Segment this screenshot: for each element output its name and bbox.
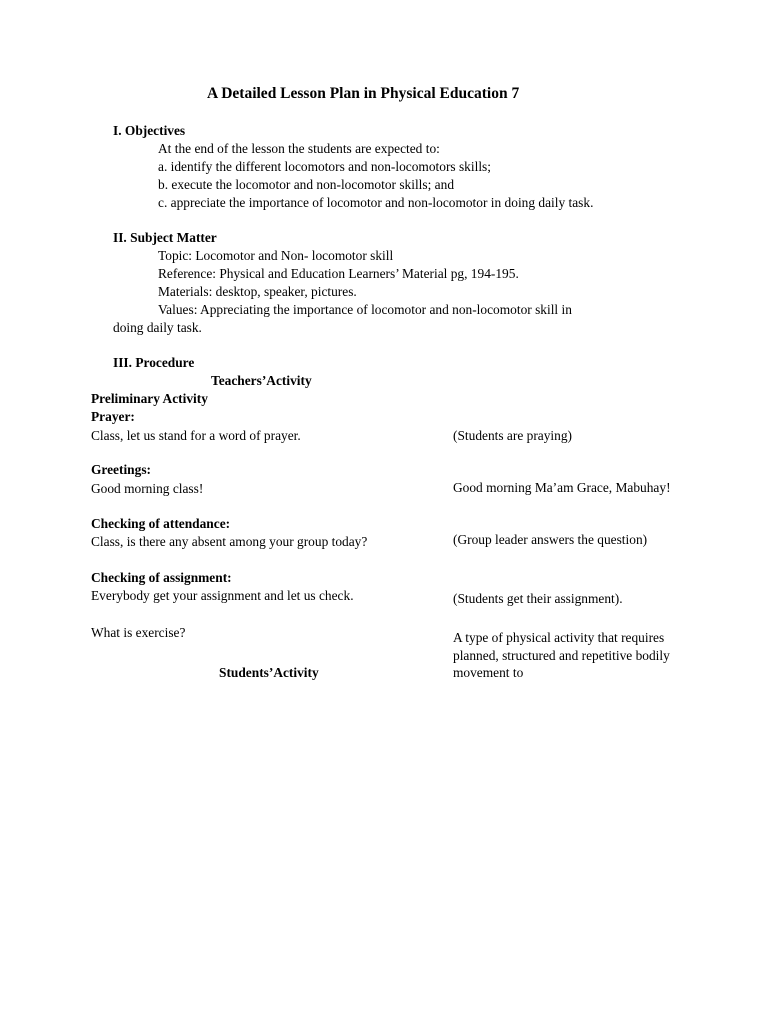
subject-values: Values: Appreciating the importance of locomotor and non-locomotor skill in — [158, 302, 572, 317]
subject-values-continued: doing daily task. — [113, 320, 202, 335]
subject-reference: Reference: Physical and Education Learners’ Material pg, 194-195. — [158, 266, 519, 281]
preliminary-activity-heading: Preliminary Activity — [91, 391, 208, 406]
assignment-teacher-line: Everybody get your assignment and let us check. — [91, 588, 354, 603]
prayer-heading: Prayer: — [91, 409, 135, 424]
objective-item-a: a. identify the different locomotors and non-locomotors skills; — [158, 159, 491, 174]
subject-matter-heading: II. Subject Matter — [113, 230, 217, 245]
attendance-heading: Checking of attendance: — [91, 516, 231, 531]
objective-item-c: c. appreciate the importance of locomotor and non-locomotor in doing daily task. — [158, 195, 594, 210]
objectives-heading: I. Objectives — [113, 123, 186, 138]
teachers-activity-header: Teachers’Activity — [211, 373, 312, 388]
greetings-student-line: Good morning Ma’am Grace, Mabuhay! — [453, 480, 671, 495]
greetings-teacher-line: Good morning class! — [91, 481, 204, 496]
document-title: A Detailed Lesson Plan in Physical Education 7 — [207, 85, 520, 102]
attendance-teacher-line: Class, is there any absent among your group today? — [91, 534, 368, 549]
assignment-heading: Checking of assignment: — [91, 570, 232, 585]
attendance-student-line: (Group leader answers the question) — [453, 532, 648, 547]
students-activity-header: Students’Activity — [219, 665, 319, 680]
exercise-student-line-1: A type of physical activity that requires — [453, 630, 665, 645]
assignment-student-line: (Students get their assignment). — [453, 591, 623, 606]
exercise-student-line-3: movement to — [453, 665, 524, 680]
prayer-student-line: (Students are praying) — [453, 428, 572, 443]
procedure-heading: III. Procedure — [113, 355, 195, 370]
prayer-teacher-line: Class, let us stand for a word of prayer. — [91, 428, 301, 443]
greetings-heading: Greetings: — [91, 462, 151, 477]
exercise-student-line-2: planned, structured and repetitive bodily — [453, 648, 670, 663]
subject-materials: Materials: desktop, speaker, pictures. — [158, 284, 357, 299]
subject-topic: Topic: Locomotor and Non- locomotor skill — [158, 248, 394, 263]
exercise-teacher-line: What is exercise? — [91, 625, 186, 640]
objective-item-b: b. execute the locomotor and non-locomotor skills; and — [158, 177, 455, 192]
objectives-intro: At the end of the lesson the students are expected to: — [158, 141, 440, 156]
